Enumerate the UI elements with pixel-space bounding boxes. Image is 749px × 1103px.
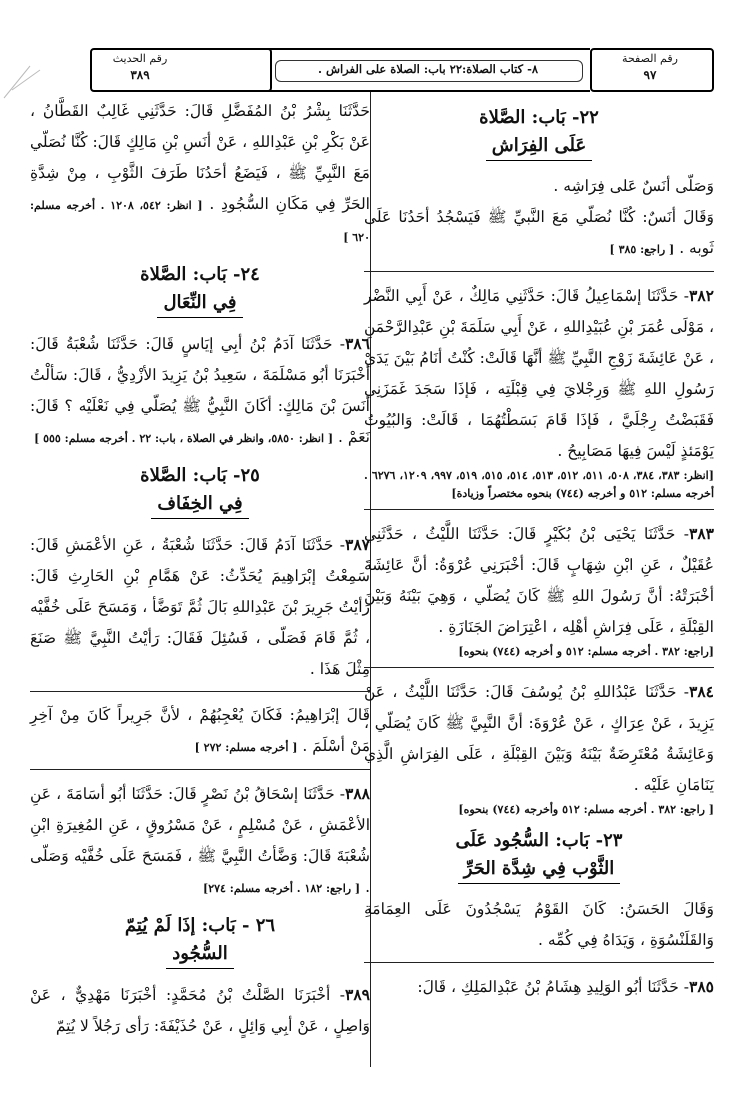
separator bbox=[364, 962, 714, 963]
hadith-386-number: ٣٨٦ bbox=[345, 334, 370, 353]
chapter-25-heading bbox=[30, 462, 370, 519]
chapter-23-subtitle: الثَّوْب فِي شِدَّة الحَرِّ bbox=[458, 855, 621, 884]
chapter-22-subtitle: عَلَى الفِرَاش bbox=[486, 132, 592, 161]
chapter-22-heading bbox=[364, 104, 714, 161]
hadith-385-number: ٣٨٥ bbox=[689, 977, 714, 996]
hadith-385-continued bbox=[30, 96, 370, 253]
hadith-384 bbox=[364, 676, 714, 801]
hadith-386-ref: [ انظر: ٥٨٥٠، وانظر في الصلاة ، باب: ٢٢ . أخرجه مسلم: ٥٥٥ ] bbox=[34, 432, 334, 445]
narration-ibrahim-ref: [ أخرجه مسلم: ٢٧٢ ] bbox=[194, 741, 298, 754]
hadith-387 bbox=[30, 529, 370, 685]
hadith-384-number: ٣٨٤ bbox=[689, 682, 714, 701]
hadith-383 bbox=[364, 518, 714, 643]
narration-anas-2-ref: [ راجع: ٣٨٥ ] bbox=[609, 243, 675, 256]
hadith-388 bbox=[30, 778, 370, 904]
hadith-383-ref: [راجع: ٣٨٢ . أخرجه مسلم: ٥١٢ و أخرجه (٧٤٤) بنحوه] bbox=[458, 645, 714, 658]
hadith-385 bbox=[364, 971, 714, 1003]
chapter-23-heading bbox=[364, 827, 714, 884]
chapter-24-heading bbox=[30, 261, 370, 318]
separator bbox=[30, 769, 370, 770]
chapter-25-subtitle: فِي الخِفَاف bbox=[151, 490, 248, 519]
separator bbox=[30, 691, 370, 692]
hadith-385-text: - حَدَّثَنَا أبُو الوَلِيدِ هِشَامُ بْنُ عَبْدِالمَلِكِ ، قَالَ: bbox=[417, 978, 690, 996]
chapter-26-title: ٢٦ - بَاب: إذَا لَمْ يُتِمّ bbox=[124, 915, 276, 936]
chapter-26-heading bbox=[30, 912, 370, 969]
chapter-24-subtitle: فِي النِّعَال bbox=[157, 289, 242, 318]
narration-ibrahim-text: قَالَ إبْرَاهِيمُ: فَكَانَ يُعْجِبُهُمْ ، لأنَّ جَرِيراً كَانَ مِنْ آخِرِ مَنْ أسْلَمَ . bbox=[30, 706, 370, 755]
chapter-24-title: ٢٤- بَاب: الصَّلاة bbox=[140, 264, 260, 285]
page-number-label: رقم الصفحة bbox=[622, 52, 678, 65]
hadith-384-ref: [ راجع: ٣٨٢ . أخرجه مسلم: ٥١٢ وأخرجه (٧٤٤) بنحوه] bbox=[458, 803, 714, 816]
hadith-number-label: رقم الحديث bbox=[112, 52, 168, 65]
left-column bbox=[30, 96, 370, 1042]
hadith-384-text: - حَدَّثَنَا عَبْدُاللهِ بْنُ يُوسُفَ قَالَ: حَدَّثَنَا اللَّيْثُ ، عَنْ يَزِيدَ ، عَنْ عِرَاكٍ ، عَنْ عُرْوَةَ: أنَّ النَّبِيَّ ﷺ كَانَ يُصَلّي ، وَعَائِشَةُ مُعْتَرِضَةٌ بَيْنَهُ وَبَيْنَ القِبْلَةِ ، عَلَى الفِرَاشِ الَّذِي يَنَامَانِ عَلَيْه . bbox=[364, 683, 714, 794]
hadith-385-ref: [ انظر: ٥٤٢، ١٢٠٨ . أخرجه مسلم: ٦٢٠ ] bbox=[30, 199, 370, 244]
hadith-382 bbox=[364, 280, 714, 467]
hadith-389-text: - أخْبَرَنَا الصَّلْتُ بْنُ مُحَمَّدٍ: أخْبَرَنَا مَهْدِيٌّ ، عَنْ وَاصِلٍ ، عَنْ أبِي وَائِلٍ ، عَنْ حُذَيْفَةَ: رَأى رَجُلاً لا يُتِمّ bbox=[30, 986, 370, 1035]
hadith-388-number: ٣٨٨ bbox=[345, 784, 370, 803]
narration-ibrahim bbox=[30, 700, 370, 763]
right-column bbox=[364, 96, 714, 1003]
hadith-382-number: ٣٨٢ bbox=[689, 286, 714, 305]
running-title: ٨- كتاب الصلاة:٢٢ باب: الصلاة على الفراش . bbox=[317, 62, 539, 76]
narration-anas-1: وَصَلّى أنَسٌ عَلى فِرَاشِه . bbox=[553, 177, 714, 195]
hadith-387-number: ٣٨٧ bbox=[345, 535, 370, 554]
narration-anas-2 bbox=[364, 202, 714, 265]
chapter-23-title: ٢٣- بَاب: السُّجُود عَلَى bbox=[455, 830, 623, 851]
chapter-26-subtitle: السُّجُود bbox=[166, 940, 233, 969]
hadith-389-number: ٣٨٩ bbox=[345, 985, 370, 1004]
narration-hasan: وَقَالَ الحَسَنُ: كَانَ القَوْمُ يَسْجُدُونَ عَلَى العِمَامَةِ وَالقَلَنْسُوَةِ ، وَيَدَاهُ فِي كُمِّه . bbox=[364, 900, 714, 949]
page-number: ٩٧ bbox=[643, 68, 657, 82]
hadith-383-number: ٣٨٣ bbox=[689, 524, 714, 543]
separator bbox=[364, 667, 714, 668]
hadith-385-continued-text: حَدَّثَنَا بِشْرُ بْنُ المُفَضَّلِ قَالَ: حَدَّثَنِي غَالِبٌ القَطَّانُ ، عَنْ بَكْرِ بْنِ عَبْدِاللهِ ، عَنْ أنَسِ بْنِ مَالِكٍ قَالَ: كُنَّا نُصَلّي مَعَ النَّبِيِّ ﷺ ، فَيَضَعُ أحَدُنَا طَرَفَ الثَّوْبِ ، مِنْ شِدَّةِ الحَرِّ فِي مَكَانِ السُّجُودِ . bbox=[30, 102, 370, 213]
separator bbox=[364, 271, 714, 272]
scan-mark bbox=[0, 60, 60, 100]
hadith-387-text: - حَدَّثَنَا آدَمُ قَالَ: حَدَّثَنَا شُعْبَةُ ، عَنِ الأعْمَشِ قَالَ: سَمِعْتُ إبْرَاهِيمَ يُحَدِّثُ: عَنْ هَمَّامِ بْنِ الحَارِثِ قَالَ: رَأيْتُ جَرِيرَ بْنَ عَبْدِاللهِ بَالَ ثُمَّ تَوَضَّأ ، وَمَسَحَ عَلَى خُفَّيْه ، ثُمَّ قَامَ فَصَلّى ، فَسُئِلَ فَقَالَ: رَأيْتُ النَّبِيَّ ﷺ صَنَعَ مِثْلَ هَذَا . bbox=[30, 536, 370, 678]
hadith-388-ref: [ راجع: ١٨٢ . أخرجه مسلم: ٢٧٤] bbox=[202, 882, 361, 895]
hadith-388-text: - حَدَّثَنَا إسْحَاقُ بْنُ نَصْرٍ قَالَ: حَدَّثَنَا أبُو أسَامَةَ ، عَنِ الأعْمَشِ ، عَنْ مُسْلِمٍ ، عَنْ مَسْرُوقٍ ، عَنِ المُغِيرَةِ ابْنِ شُعْبَةَ قَالَ: وَضَّأتُ النَّبِيَّ ﷺ ، فَمَسَحَ عَلَى خُفَّيْه وَصَلّى . bbox=[30, 785, 370, 896]
chapter-25-title: ٢٥- بَاب: الصَّلاة bbox=[140, 465, 260, 486]
separator bbox=[364, 509, 714, 510]
chapter-22-title: ٢٢- بَاب: الصَّلاة bbox=[479, 107, 599, 128]
hadith-382-ref: [انظر: ٣٨٣، ٣٨٤، ٥٠٨، ٥١١، ٥١٢، ٥١٣، ٥١٤، ٥١٥، ٥١٩، ٩٩٧، ١٢٠٩، ٦٢٧٦ . أخرجه مسلم: ٥١٢ و أخرجه (٧٤٤) بنحوه مختصراً وزيادة] bbox=[364, 469, 714, 500]
hadith-number: ٣٨٩ bbox=[130, 68, 150, 82]
hadith-383-text: - حَدَّثَنَا يَحْيَى بْنُ بُكَيْرٍ قَالَ: حَدَّثَنَا اللَّيْثُ ، حَدَّثَنِي عُقَيْلٌ ، عَنِ ابْنِ شِهَابٍ قَالَ: أخْبَرَنِي عُرْوَةُ: أنَّ عَائِشَةَ أخْبَرَتْهُ: أنَّ رَسُولَ اللهِ ﷺ كَانَ يُصَلّي ، وَهِيَ بَيْنَهُ وَبَيْنَ القِبْلَةِ ، عَلَى فِرَاشِ أهْلِه ، اعْتِرَاضَ الجَنَازَةِ . bbox=[364, 525, 714, 636]
hadith-386-text: - حَدَّثَنَا آدَمُ بْنُ أبِي إيَاسٍ قَالَ: حَدَّثَنَا شُعْبَةُ قَالَ: أخْبَرَنَا أبُو مَسْلَمَةَ ، سَعِيدُ بْنُ يَزِيدَ الأزْدِيُّ ، قَالَ: سَألْتُ أنَسَ بْنَ مَالِكٍ: أكَانَ النَّبِيُّ ﷺ يُصَلّي فِي نَعْلَيْه ؟ قَالَ: نَعَمْ . bbox=[30, 335, 370, 446]
hadith-386 bbox=[30, 328, 370, 454]
hadith-382-text: - حَدَّثَنَا إسْمَاعِيلُ قَالَ: حَدَّثَنِي مَالِكٌ ، عَنْ أَبِي النَّضْر ، مَوْلَى عُمَرَ بْنِ عُبَيْدِاللهِ ، عَنْ أَبِي سَلَمَةَ بْنِ عَبْدِالرَّحْمَنِ ، عَنْ عَائِشَةَ زَوْجِ النَّبِيِّ ﷺ أنَّهَا قَالَتْ: كُنْتُ أنَامُ بَيْنَ يَدَيْ رَسُولِ اللهِ ﷺ وَرِجْلايَ فِي قِبْلَتِه ، فَإذَا سَجَدَ غَمَزَنِي فَقَبَضْتُ رِجْلَيَّ ، فَإذَا قَامَ بَسَطْتُهُمَا ، قَالَتْ: وَالبُيُوتُ يَوْمَئذٍ لَيْسَ فِيهَا مَصَابِيحُ . bbox=[364, 287, 714, 460]
narration-anas-2-text: وَقَالَ أنَسٌ: كُنَّا نُصَلّي مَعَ النَّبيِّ ﷺ فَيَسْجُدُ أحَدُنَا عَلَى ثَوبه . bbox=[364, 208, 714, 257]
hadith-389 bbox=[30, 979, 370, 1042]
